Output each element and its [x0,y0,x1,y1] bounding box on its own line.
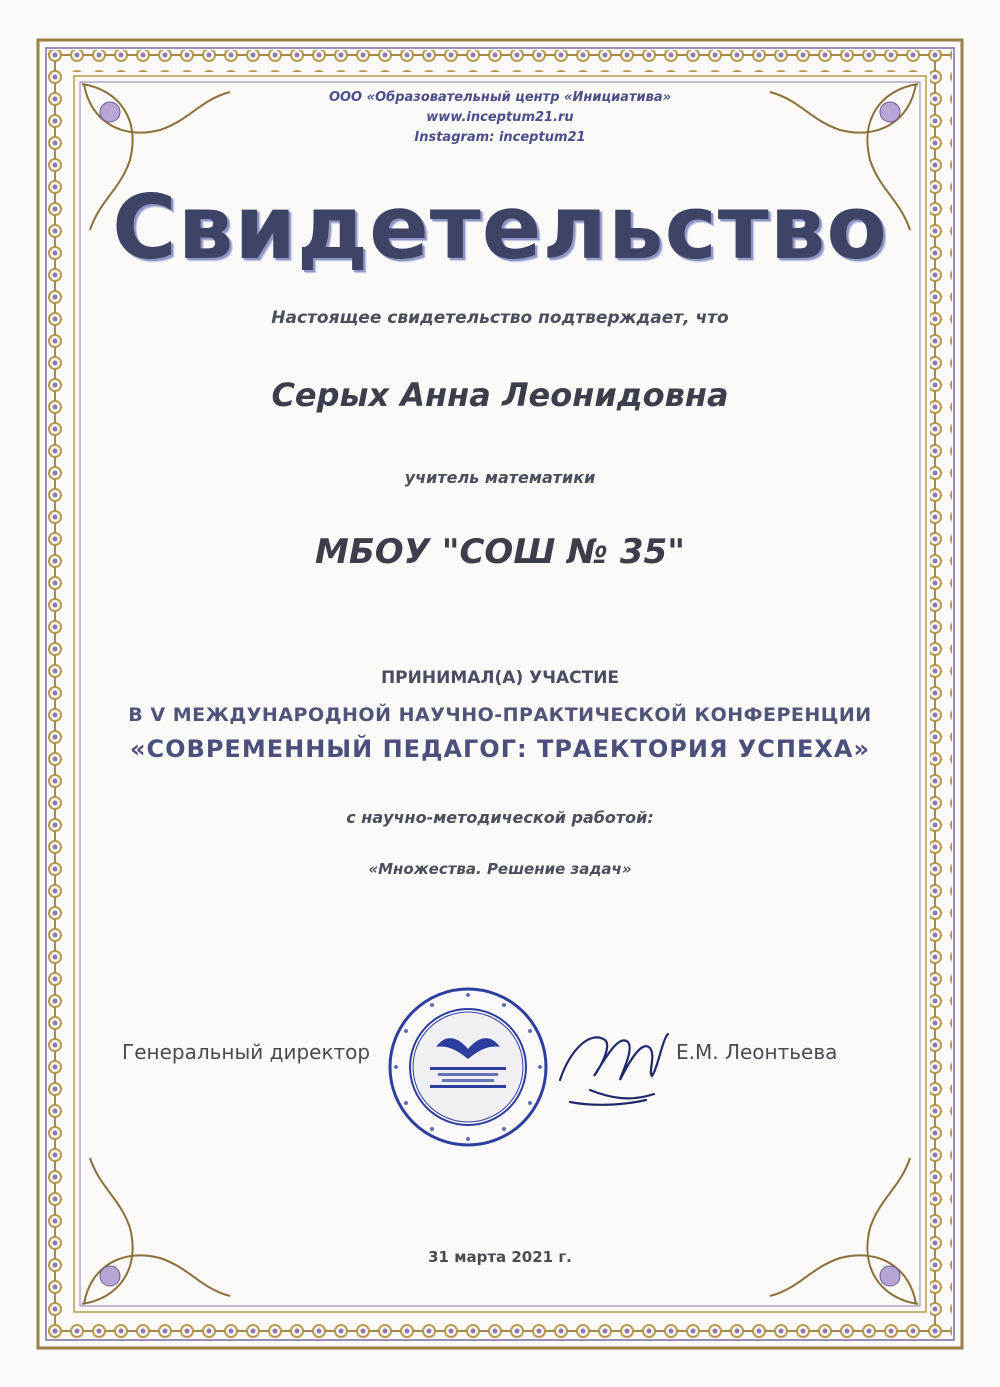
signatory-name: Е.М. Леонтьева [676,1040,838,1064]
confirmation-text: Настоящее свидетельство подтверждает, что [271,308,729,328]
organizer-name: ООО «Образовательный центр «Инициатива» [328,90,672,105]
conference-name: В V МЕЖДУНАРОДНОЙ НАУЧНО-ПРАКТИЧЕСКОЙ КОНФЕРЕНЦИИ [128,704,872,726]
organizer-website: www.inceptum21.ru [426,110,574,125]
organizer-instagram: Instagram: inceptum21 [414,130,586,145]
recipient-name: Серых Анна Леонидовна [271,376,729,414]
conference-title: «СОВРЕМЕННЫЙ ПЕДАГОГ: ТРАЕКТОРИЯ УСПЕХА» [130,735,870,763]
participation-status: ПРИНИМАЛ(А) УЧАСТИЕ [380,668,620,688]
recipient-position: учитель математики [404,468,596,487]
signatory-role: Генеральный директор [122,1040,371,1064]
issue-date: 31 марта 2021 г. [428,1248,572,1266]
certificate-title: Свидетельство [112,176,888,279]
work-title: «Множества. Решение задач» [368,860,632,878]
recipient-school: МБОУ "СОШ № 35" [315,532,685,572]
work-label: с научно-методической работой: [346,808,654,827]
handwritten-signature [550,1010,680,1120]
official-stamp [386,985,550,1149]
organizer-block [0,88,1000,148]
